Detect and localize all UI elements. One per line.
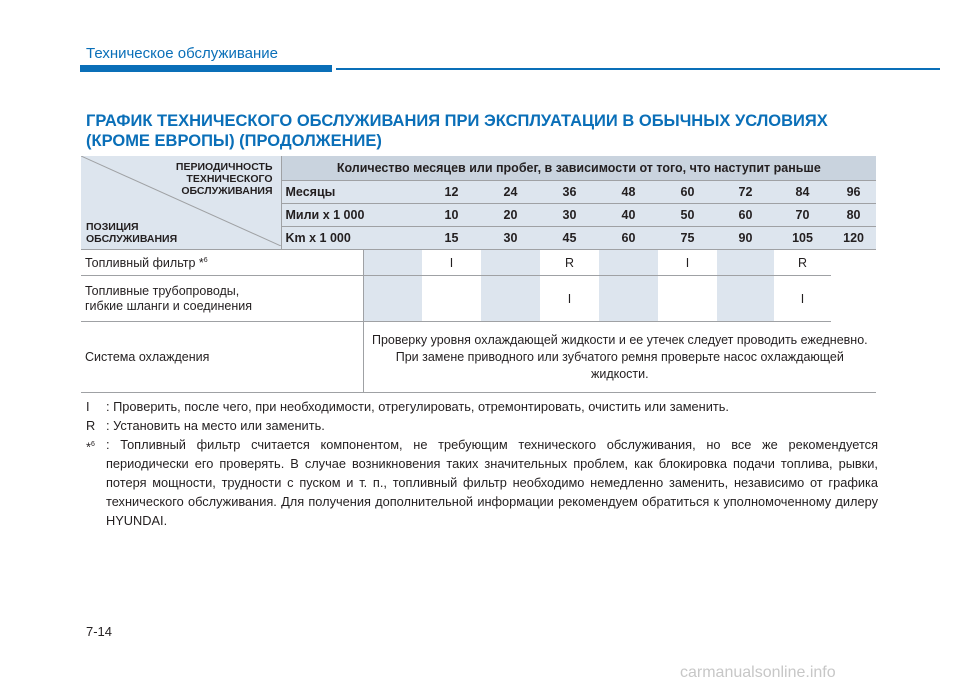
- note-key: *$^6$: [86, 439, 95, 455]
- table-cell: 50: [658, 204, 717, 227]
- note-text: : Установить на место или заменить.: [106, 418, 325, 433]
- section-title: Техническое обслуживание: [86, 45, 278, 62]
- table-cell: 10: [422, 204, 481, 227]
- maintenance-schedule-table: [81, 156, 876, 393]
- page-title-line1: ГРАФИК ТЕХНИЧЕСКОГО ОБСЛУЖИВАНИЯ ПРИ ЭКСПЛУАТАЦИИ В ОБЫЧНЫХ УСЛОВИЯХ: [86, 112, 828, 130]
- table-row-fuel-lines: [81, 276, 876, 322]
- table-cell: 105: [774, 227, 831, 250]
- table-cell: [363, 250, 422, 276]
- table-cell: 48: [599, 181, 658, 204]
- table-cell: 70: [774, 204, 831, 227]
- item-name-fuel-lines: Топливные трубопроводы, гибкие шланги и соединения: [81, 276, 363, 322]
- header-rule-thick: [80, 65, 332, 72]
- table-cell: 40: [599, 204, 658, 227]
- page-title-line2: (КРОМЕ ЕВРОПЫ) (ПРОДОЛЖЕНИЕ): [86, 132, 382, 150]
- item-name-fuel-filter: Топливный фильтр *$^6$: [81, 250, 363, 276]
- corner-interval-label: ПЕРИОДИЧНОСТЬ ТЕХНИЧЕСКОГО ОБСЛУЖИВАНИЯ: [175, 161, 273, 197]
- table-cell: 72: [717, 181, 774, 204]
- page-title: [86, 111, 886, 151]
- table-cell: 30: [481, 227, 540, 250]
- cooling-line2: При замене приводного или зубчатого ремня проверьте насос охлаждающей жидкости.: [395, 349, 844, 381]
- table-corner-header: [81, 156, 281, 250]
- watermark: carmanualsonline.info: [680, 664, 836, 681]
- table-cell: [599, 250, 658, 276]
- table-cell: I: [774, 276, 831, 322]
- item-name-cooling: Система охлаждения: [81, 322, 363, 393]
- table-cell: 90: [717, 227, 774, 250]
- table-cell: 80: [831, 204, 876, 227]
- table-cell: 120: [831, 227, 876, 250]
- table-cell: 36: [540, 181, 599, 204]
- note-text: : Проверить, после чего, при необходимости, отрегулировать, отремонтировать, очистить или заменить.: [106, 399, 729, 414]
- table-cell: 75: [658, 227, 717, 250]
- table-cell: R: [540, 250, 599, 276]
- note-text: : Топливный фильтр считается компонентом, не требующим технического обслуживания, но все же рекомендуется периодически его проверять. В случае возникновения таких значительных проблем, как блокировка подачи топлива, рывки, потеря мощности, трудности с пуском и т. п., топливный фильтр необходимо немедленно заменить, независимо от графика технического обслуживания. Для получения дополнительной информации рекомендуем обратиться к уполномоченному дилеру HYUNDAI.: [106, 437, 878, 528]
- note-inspect: [86, 397, 878, 416]
- table-cell: [363, 276, 422, 322]
- table-row-fuel-filter: [81, 250, 876, 276]
- cooling-line1: Проверку уровня охлаждающей жидкости и ее утечек следует проводить ежедневно.: [371, 332, 868, 347]
- corner-item-label: ПОЗИЦИЯ ОБСЛУЖИВАНИЯ: [86, 221, 178, 245]
- table-cell: 60: [658, 181, 717, 204]
- table-cell: I: [658, 250, 717, 276]
- note-key: R: [86, 418, 96, 433]
- footnotes: [86, 397, 878, 530]
- note-fuel-filter: [86, 435, 878, 530]
- table-cell: [481, 250, 540, 276]
- table-cell: 96: [831, 181, 876, 204]
- row-label-km: Km x 1 000: [281, 227, 422, 250]
- table-cell: 20: [481, 204, 540, 227]
- table-cell: 45: [540, 227, 599, 250]
- table-cell: 84: [774, 181, 831, 204]
- table-cell: [599, 276, 658, 322]
- interval-header: Количество месяцев или пробег, в зависимости от того, что наступит раньше: [281, 156, 876, 181]
- note-replace: [86, 416, 878, 435]
- table-cell: [717, 250, 774, 276]
- table-cell: I: [422, 250, 481, 276]
- table-cell: [658, 276, 717, 322]
- table-cell: 60: [717, 204, 774, 227]
- page-number: 7-14: [86, 624, 113, 639]
- cooling-instructions: [363, 322, 876, 393]
- table-cell: 12: [422, 181, 481, 204]
- table-row-cooling: [81, 322, 876, 393]
- row-label-months: Месяцы: [281, 181, 422, 204]
- note-key: I: [86, 399, 90, 414]
- table-cell: [422, 276, 481, 322]
- table-cell: 30: [540, 204, 599, 227]
- table-cell: 24: [481, 181, 540, 204]
- table-cell: I: [540, 276, 599, 322]
- table-cell: R: [774, 250, 831, 276]
- row-label-miles: Мили x 1 000: [281, 204, 422, 227]
- table-cell: 60: [599, 227, 658, 250]
- table-cell: [717, 276, 774, 322]
- header-rule-thin: [336, 68, 940, 70]
- table-cell: 15: [422, 227, 481, 250]
- table-cell: [481, 276, 540, 322]
